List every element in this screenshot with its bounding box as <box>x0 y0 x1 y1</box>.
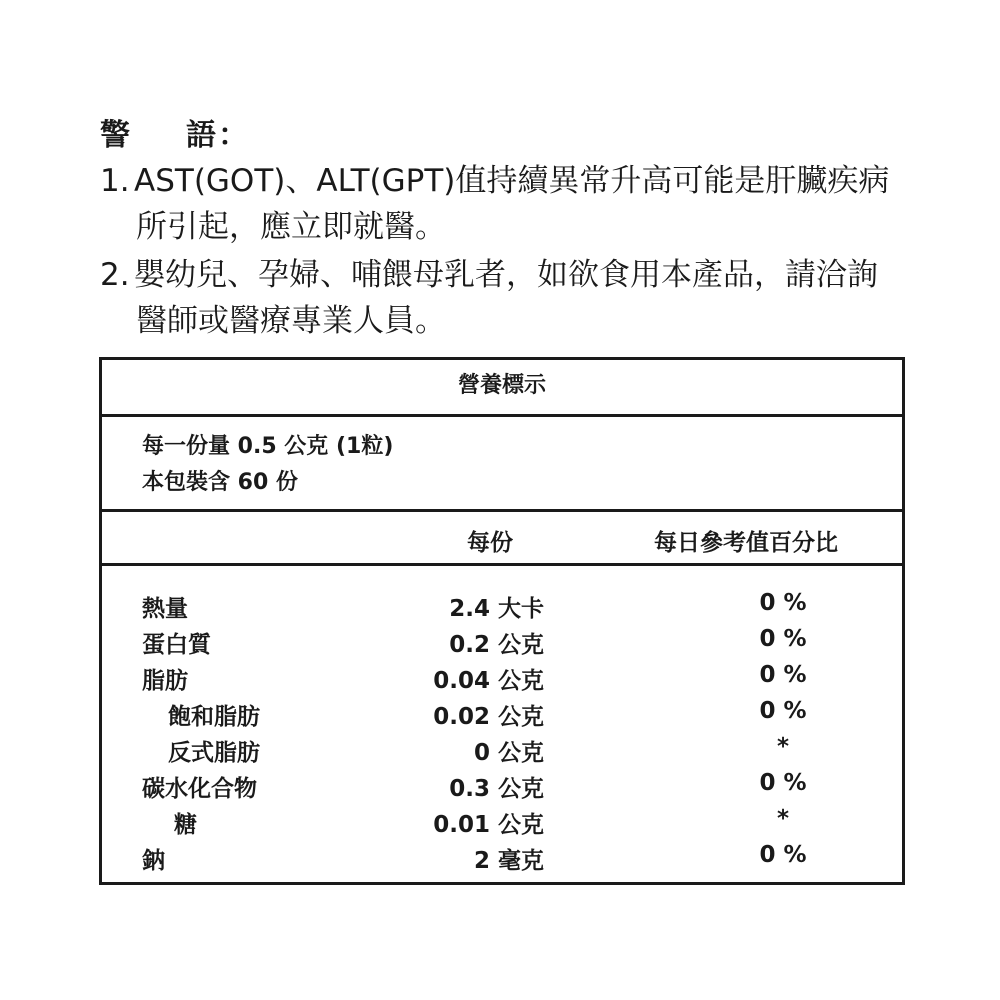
servings-per-package: 本包裝含 60 份 <box>142 470 298 495</box>
nutrient-name: 碳水化合物 <box>142 776 257 802</box>
nutrient-daily-value: 0 % <box>759 770 807 796</box>
nutrient-daily-value: 0 % <box>759 842 807 868</box>
column-header-per-serving: 每份 <box>467 530 513 556</box>
warning-item-2 <box>100 252 920 344</box>
nutrient-amount: 0 公克 <box>473 740 544 766</box>
warning-heading-char: 語： <box>186 118 250 153</box>
nutrient-amount: 0.01 公克 <box>433 812 544 838</box>
nutrient-daily-value: 0 % <box>759 590 807 616</box>
warning-text: 嬰幼兒、孕婦、哺餵母乳者，如欲食用本產品，請洽詢 <box>134 257 878 293</box>
nutrient-name: 飽和脂肪 <box>168 704 260 730</box>
nutrient-row <box>102 658 902 694</box>
nutrient-daily-value: * <box>776 734 790 760</box>
nutrient-amount: 0.04 公克 <box>433 668 544 694</box>
nutrient-row <box>102 802 902 838</box>
nutrient-row <box>102 838 902 874</box>
warning-heading-char: 警 <box>100 118 132 153</box>
warning-number: 2. <box>100 257 130 293</box>
nutrient-name: 蛋白質 <box>142 632 211 658</box>
warning-text-continued: 所引起，應立即就醫。 <box>136 209 446 245</box>
warning-heading <box>100 110 250 154</box>
nutrient-name: 糖 <box>174 812 197 838</box>
nutrient-amount: 0.02 公克 <box>433 704 544 730</box>
nutrient-name: 反式脂肪 <box>168 740 260 766</box>
nutrition-title: 營養標示 <box>102 360 902 417</box>
warning-text: AST(GOT)、ALT(GPT)值持續異常升高可能是肝臟疾病 <box>134 163 890 199</box>
nutrient-name: 熱量 <box>142 596 188 622</box>
nutrient-row <box>102 730 902 766</box>
nutrient-daily-value: 0 % <box>759 662 807 688</box>
nutrient-amount: 0.2 公克 <box>449 632 544 658</box>
nutrient-row <box>102 766 902 802</box>
nutrient-row <box>102 694 902 730</box>
nutrient-name: 脂肪 <box>142 668 188 694</box>
warning-text-continued: 醫師或醫療專業人員。 <box>136 303 446 339</box>
nutrient-daily-value: 0 % <box>759 698 807 724</box>
nutrient-name: 鈉 <box>142 848 165 874</box>
nutrient-rows <box>102 566 902 874</box>
warning-number: 1. <box>100 163 130 199</box>
warning-item-1 <box>100 158 920 250</box>
column-headers <box>102 512 902 566</box>
serving-info <box>102 417 902 512</box>
nutrient-amount: 2.4 大卡 <box>449 596 544 622</box>
nutrient-row <box>102 586 902 622</box>
nutrient-daily-value: 0 % <box>759 626 807 652</box>
nutrient-amount: 0.3 公克 <box>449 776 544 802</box>
nutrient-amount: 2 毫克 <box>473 848 544 874</box>
nutrient-row <box>102 622 902 658</box>
nutrient-daily-value: * <box>776 806 790 832</box>
serving-size: 每一份量 0.5 公克 (1粒) <box>142 434 394 459</box>
nutrition-facts-table <box>99 357 905 885</box>
column-header-daily-value: 每日參考值百分比 <box>654 530 838 556</box>
